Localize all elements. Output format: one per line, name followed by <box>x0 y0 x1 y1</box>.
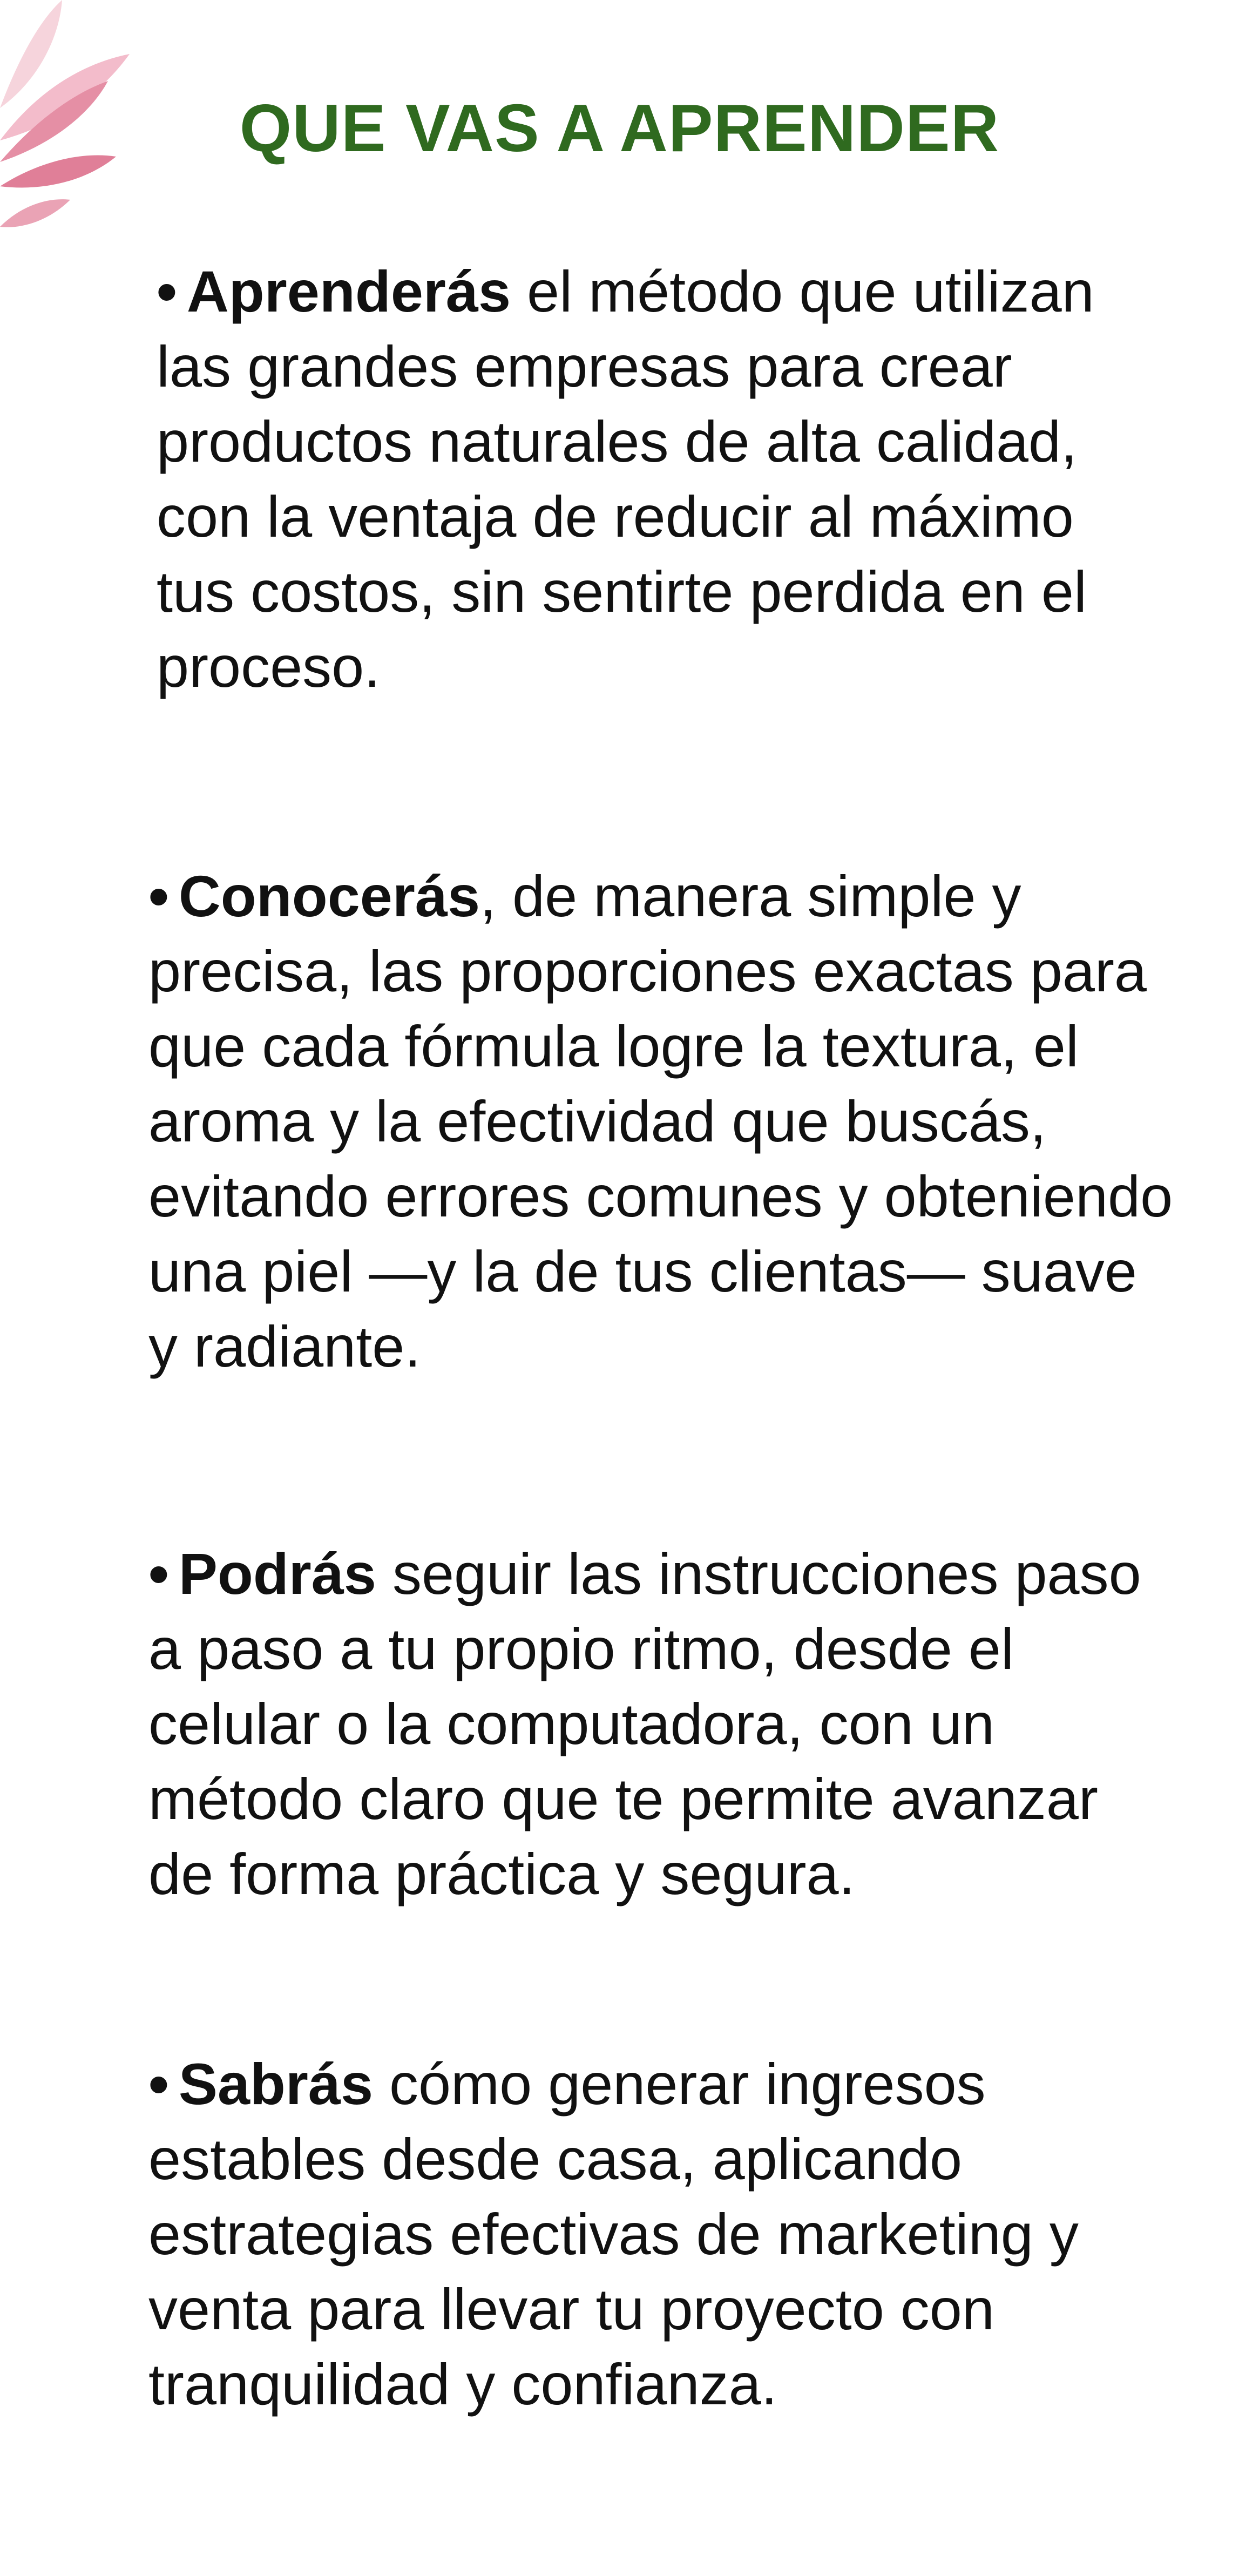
bullet-conoceras <box>148 858 1174 1384</box>
bullet-text: seguir las instrucciones paso a paso a tu propio ritmo, desde el celular o la computadora, con un método claro que te permite avanzar de forma práctica y segura. <box>148 1541 1141 1906</box>
bullet-text: , de manera simple y precisa, las proporciones exactas para que cada fórmula logre la textura, el aroma y la efectividad que buscás, evitando errores comunes y obteniendo una piel —y la de tus clientas— suave y radiante. <box>148 863 1173 1379</box>
page-title: QUE VAS A APRENDER <box>239 91 1000 166</box>
bullet-marker: • <box>157 259 177 324</box>
bullet-lead: Podrás <box>178 1541 376 1606</box>
bullet-aprenderas <box>157 254 1139 704</box>
bullet-marker: • <box>148 2051 169 2117</box>
bullet-lead: Conocerás <box>178 863 480 929</box>
bullet-marker: • <box>148 1541 169 1606</box>
leaf-bottom <box>0 199 70 227</box>
bullet-lead: Sabrás <box>178 2051 374 2117</box>
bullet-podras <box>148 1536 1163 1911</box>
bullet-marker: • <box>148 863 169 929</box>
bullet-text: el método que utilizan las grandes empresas para crear productos naturales de alta calidad, con la ventaja de reducir al máximo tus costos, sin sentirte perdida en el proceso. <box>157 259 1094 699</box>
bullet-sabras <box>148 2046 1153 2422</box>
bullet-lead: Aprenderás <box>186 259 511 324</box>
bullet-text: cómo generar ingresos estables desde casa, aplicando estrategias efectivas de marketing y venta para llevar tu proyecto con tranquilidad y confianza. <box>148 2051 1079 2417</box>
